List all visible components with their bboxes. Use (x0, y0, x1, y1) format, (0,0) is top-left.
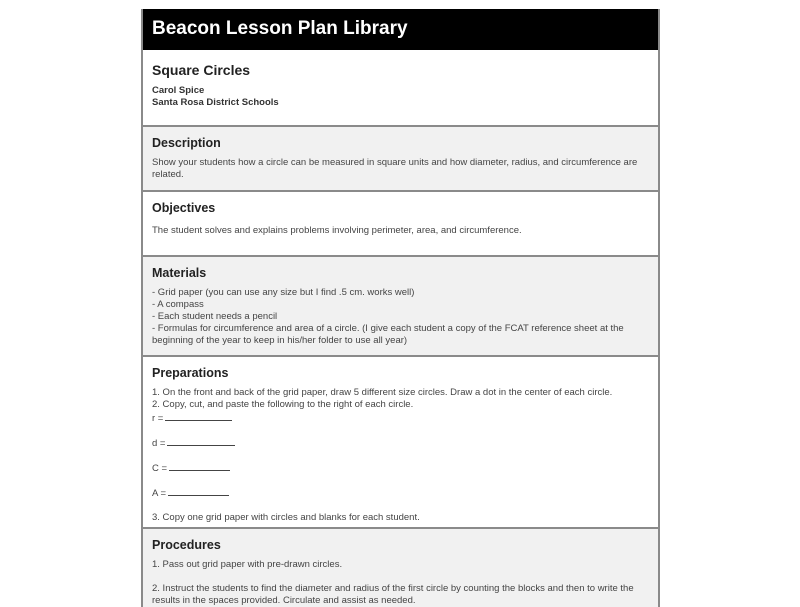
description-heading: Description (152, 136, 221, 150)
diameter-blank (152, 436, 649, 450)
materials-heading: Materials (152, 266, 207, 280)
description-text: Show your students how a circle can be measured in square units and how diameter, radius, and circumference are related. (152, 157, 638, 180)
blank-underline (165, 411, 232, 421)
materials-list (152, 287, 649, 347)
procedures-section (143, 527, 658, 607)
radius-blank (152, 411, 649, 425)
preparations-section (143, 355, 658, 527)
blank-label: A = (152, 488, 166, 499)
objectives-section (143, 190, 658, 255)
blank-label: d = (152, 438, 166, 449)
objectives-heading: Objectives (152, 201, 216, 215)
procedures-step-2: 2. Instruct the students to find the diameter and radius of the first circle by counting the blocks and then to write the results in the spaces provided. Circulate and assist as needed. (152, 583, 634, 606)
author-name: Carol Spice (152, 85, 205, 96)
preparations-step-1: 1. On the front and back of the grid paper, draw 5 different size circles. Draw a dot in the center of each circle. (152, 387, 613, 398)
preparations-step-2: 2. Copy, cut, and paste the following to the right of each circle. (152, 399, 414, 410)
area-blank (152, 486, 649, 500)
lesson-title: Square Circles (152, 62, 251, 78)
preparations-body (152, 387, 649, 524)
site-banner (143, 9, 658, 50)
objectives-text: The student solves and explains problems involving perimeter, area, and circumference. (152, 225, 522, 236)
materials-section (143, 255, 658, 355)
blank-underline (168, 486, 229, 496)
procedures-heading: Procedures (152, 538, 221, 552)
circumference-blank (152, 461, 649, 475)
organization-name: Santa Rosa District Schools (152, 97, 279, 108)
preparations-heading: Preparations (152, 366, 229, 380)
lesson-plan-page (141, 9, 660, 607)
lesson-meta (152, 85, 649, 109)
blank-underline (167, 436, 235, 446)
materials-item: - A compass (152, 299, 204, 310)
blank-label: r = (152, 413, 164, 424)
site-title: Beacon Lesson Plan Library (152, 18, 408, 39)
procedures-step-1: 1. Pass out grid paper with pre-drawn circles. (152, 559, 343, 570)
materials-item: - Grid paper (you can use any size but I find .5 cm. works well) (152, 287, 415, 298)
preparations-step-3: 3. Copy one grid paper with circles and blanks for each student. (152, 512, 420, 523)
blank-label: C = (152, 463, 168, 474)
materials-item: - Formulas for circumference and area of a circle. (I give each student a copy of the FCAT reference sheet at the beginning of the year to keep in his/her folder to use all year) (152, 323, 624, 346)
lesson-header (143, 50, 658, 125)
blank-underline (169, 461, 230, 471)
description-section (143, 125, 658, 190)
materials-item: - Each student needs a pencil (152, 311, 278, 322)
